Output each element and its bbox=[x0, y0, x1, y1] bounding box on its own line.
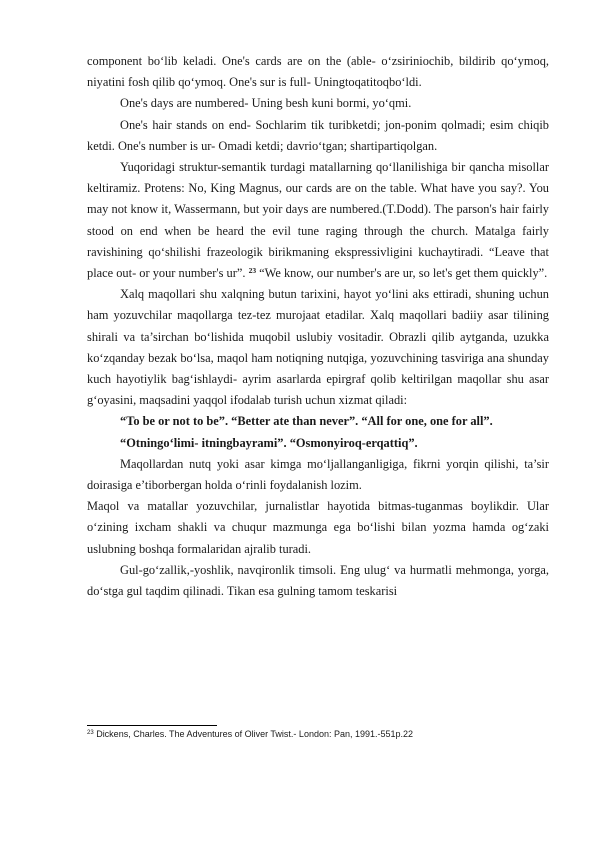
paragraph-4 bbox=[87, 157, 549, 284]
paragraph-3: One's hair stands on end- Sochlarim tik turibketdi; jon-ponim qolmadi; esim chiqib ketdi. One's number is ur- Omadi ketdi; davrio‘tgan; shartipartiqolgan. bbox=[87, 117, 549, 153]
paragraph-8: Maqollardan nutq yoki asar kimga mo‘ljallanganligiga, fikrni yorqin qilishi, ta’sir doirasiga e’tiborbergan holda o‘rinli foydalanish lozim. bbox=[87, 456, 549, 493]
document-body bbox=[87, 51, 549, 602]
paragraph-5: Xalq maqollari shu xalqning butun tarixini, hayot yo‘lini aks ettiradi, shuning uchun ham yozuvchilar maqollarga tez-tez murojaat etadilar. Xalq maqollari badiiy asar tilining shirali va ta’sirchan bo‘lishida muqobil uslubiy vositadir. Obrazli qilib aytganda, uzukka ko‘zqanday bezak bo‘lsa, maqol ham notiqning nutqiga, yozuvchining tasviriga ana shunday kuch hayotiylik bag‘ishlaydi- ayrim asarlarda epirgraf qolib keltirilgan maqollar shu asar g‘oyasini, maqsadini yaqqol ifodalab turish uchun xizmat qiladi: bbox=[87, 287, 549, 408]
paragraph-2: One's days are numbered- Uning besh kuni bormi, yo‘qmi. bbox=[120, 96, 412, 111]
footnote-divider bbox=[87, 725, 217, 726]
footnote bbox=[87, 728, 549, 740]
paragraph-4-text-a: Yuqoridagi struktur-semantik turdagi matallarning qo‘llanilishiga bir qancha misollar keltiramiz. Protens: No, King Magnus, our cards are on the table. What have you say?. You may not know it, Wassermann, but yoir days are numbered.(T.Dodd). The parson's hair fairly stood on end when be heard the evil tune raging through the church. Matalga fairly ravishining qo‘shilishi frazeologik birikmaning ekspressivligini kuchaytiradi. “Leave that place out- or your number's ur”. bbox=[87, 160, 549, 281]
paragraph-4-text-b: “We know, our number's are ur, so let's get them quickly”. bbox=[256, 266, 548, 281]
footnote-number: 23 bbox=[87, 730, 94, 736]
proverbs-uzbek: “Otningo‘limi- itningbayrami”. “Osmonyiroq-erqattiq”. bbox=[120, 435, 418, 450]
footnote-reference[interactable]: 23 bbox=[248, 266, 257, 276]
proverbs-english: “To be or not to be”. “Better ate than never”. “All for one, one for all”. bbox=[120, 414, 493, 429]
paragraph-10: Gul-go‘zallik,-yoshlik, navqironlik timsoli. Eng ulug‘ va hurmatli mehmonga, yorga, do‘stga gul taqdim qilinadi. Tikan esa gulning tamom teskarisi bbox=[87, 562, 549, 599]
footnote-text: Dickens, Charles. The Adventures of Oliver Twist.- London: Pan, 1991.-551p.22 bbox=[93, 729, 414, 739]
paragraph-1: component bo‘lib keladi. One's cards are on the (able- o‘zsiriniochib, bildirib qo‘ymoq, niyatini fosh qilib qo‘ymoq. One's sur is full- Uningtoqatitoqbo‘ldi. bbox=[87, 54, 549, 90]
paragraph-9: Maqol va matallar yozuvchilar, jurnalistlar hayotida bitmas-tuganmas boylikdir. Ular o‘zining ixcham shakli va chuqur mazmunga ega bo‘lishi bilan yozma hamda og‘zaki uslubning boshqa formalaridan ajralib turadi. bbox=[87, 499, 549, 556]
